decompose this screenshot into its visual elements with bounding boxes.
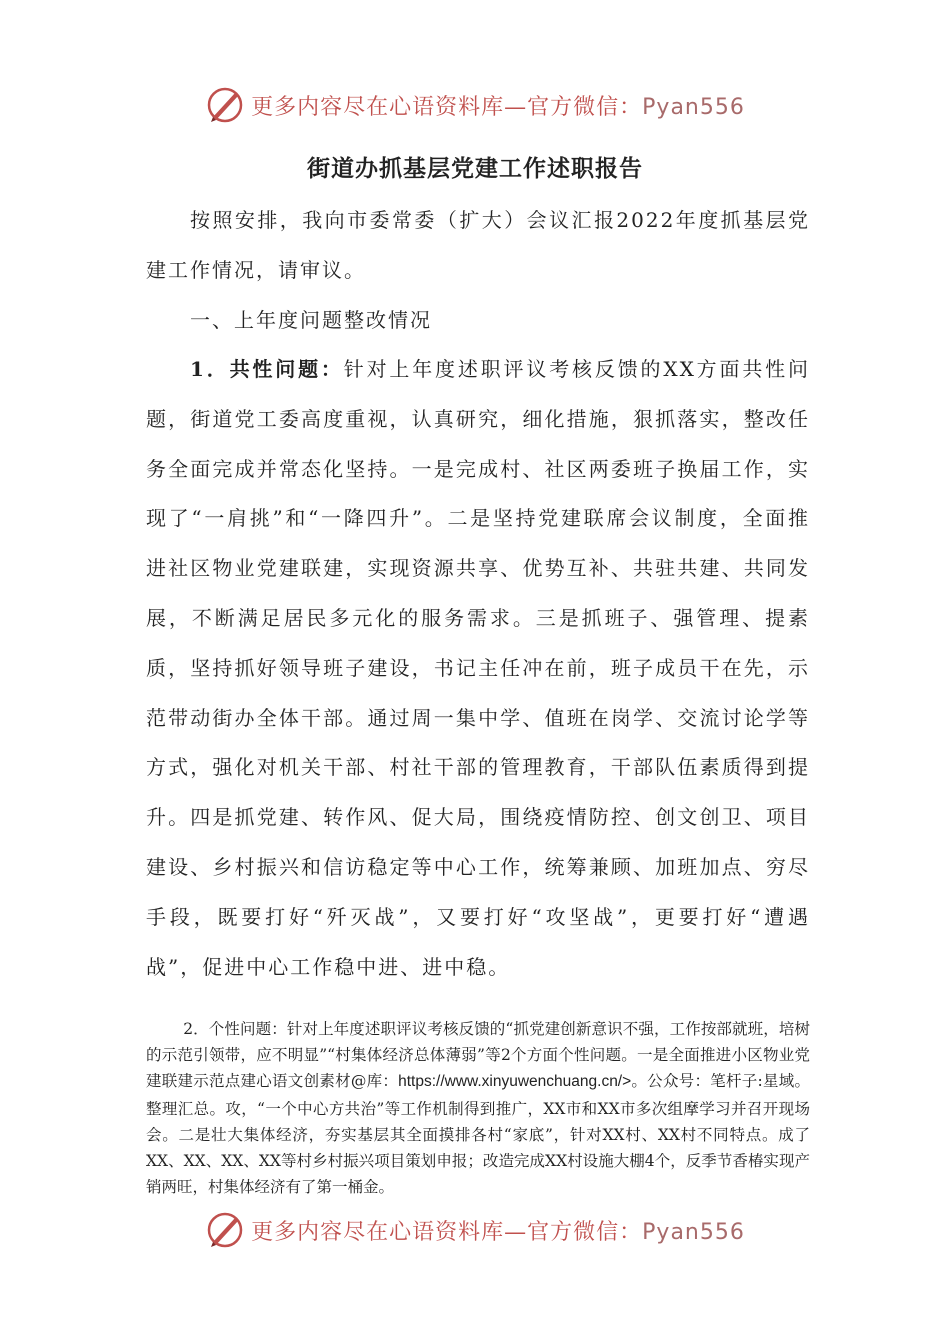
intro-paragraph: 按照安排，我向市委常委（扩大）会议汇报2022年度抓基层党建工作情况，请审议。 [146,208,810,282]
section-heading: 一、上年度问题整改情况 [190,308,432,332]
item1-text: 针对上年度述职评议考核反馈的XX方面共性问题，街道党工委高度重视，认真研究，细化措施，狠抓落实，整改任务全面完成并常态化坚持。一是完成村、社区两委班子换届工作，实现了“一肩挑”和“一降四升”。二是坚持党建联席会议制度，全面推进社区物业党建联建，实现资源共享、优势互补、共驻共建、共同发展，不断满足居民多元化的服务需求。三是抓班子、强管理、提素质，坚持抓好领导班子建设，书记主任冲在前，班子成员干在先，示范带动街办全体干部。通过周一集中学、值班在岗学、交流讨论学等方式，强化对机关干部、村社干部的管理教育，干部队伍素质得到提升。四是抓党建、转作风、促大局，围绕疫情防控、创文创卫、项目建设、乡村振兴和信访稳定等中心工作，统筹兼顾、加班加点、穷尽手段，既要打好“歼灭战”，又要打好“攻坚战”，更要打好“遭遇战”，促进中心工作稳中进、进中稳。 [146,357,810,979]
item2-paragraph: 2．个性问题：针对上年度述职评议考核反馈的“抓党建创新意识不强，工作按部就班，培树的示范引领带，应不明显”“村集体经济总体薄弱”等2个方面个性问题。一是全面推进小区物业党建联建示范点建心语文创素材@库：https://www.xinyuwenchuang.cn/>。公众号：笔杆子:星域。整理汇总。攻，“一个中心方共治”等工作机制得到推广，XX市和XX市多次组摩学习并召开现场会。二是壮大集体经济，夯实基层其全面摸排各村“家底”，针对XX村、XX村不同特点。成了XX、XX、XX、XX等村乡村振兴项目策划申报；改造完成XX村设施大棚4个，反季节香椿实现产销两旺，村集体经济有了第一桶金。 [146,1020,810,1197]
document-title: 街道办抓基层党建工作述职报告 [307,155,643,182]
footer-banner [0,1205,950,1255]
banner-text: 更多内容尽在心语资料库—官方微信：Pyan556 [251,94,745,120]
item1-paragraph [146,345,810,992]
pen-logo-icon [205,85,245,125]
source-url: https://www.xinyuwenchuang.cn/> [398,1073,632,1091]
header-banner [0,80,950,130]
pen-logo-icon [205,1210,245,1250]
item1-label: 1．共性问题： [190,357,344,381]
banner-text: 更多内容尽在心语资料库—官方微信：Pyan556 [251,1219,745,1245]
